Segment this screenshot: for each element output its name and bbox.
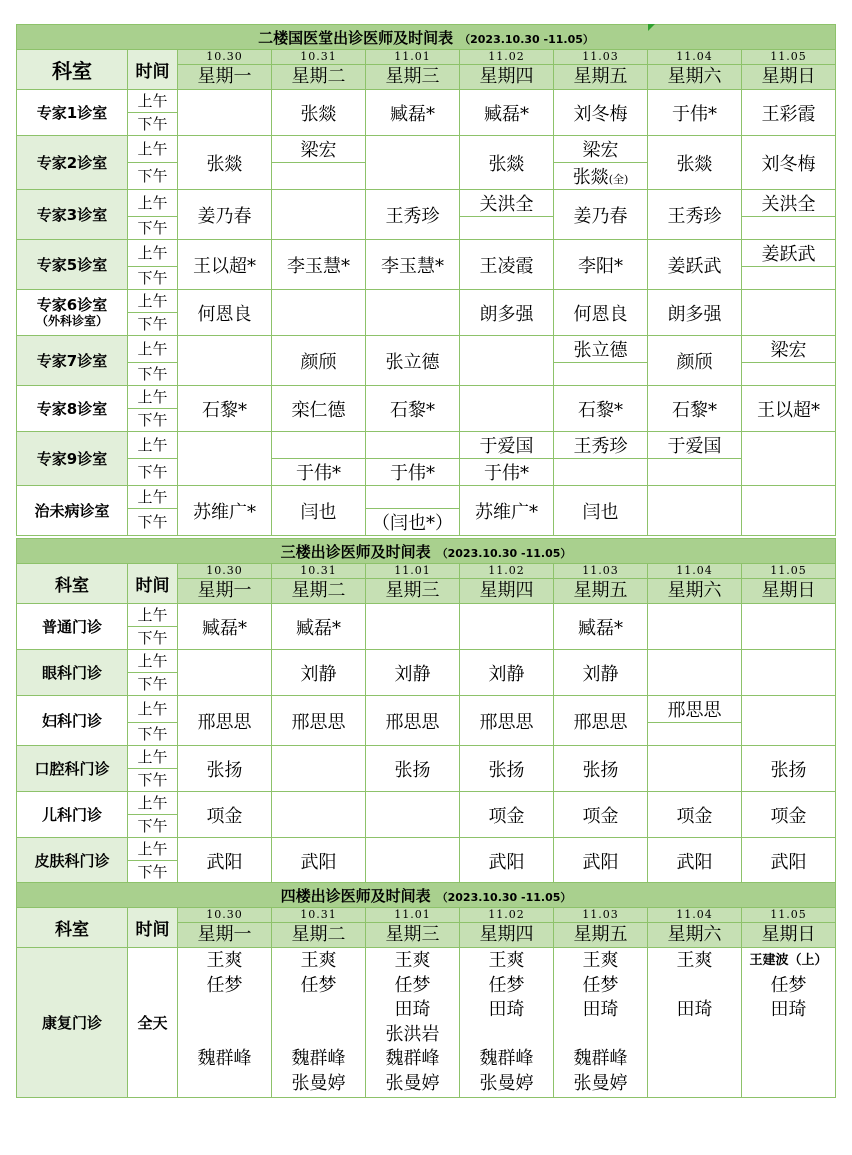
- table-title: 二楼国医堂出诊医师及时间表 （2023.10.30 -11.05）: [17, 25, 836, 50]
- schedule-cell: 李玉慧*: [366, 240, 460, 290]
- schedule-cell: 张扬: [366, 746, 460, 792]
- schedule-cell: 王以超*: [178, 240, 272, 290]
- pm-label: 下午: [128, 769, 178, 792]
- date-cell: 10.31: [272, 50, 366, 65]
- schedule-cell: 石黎*: [648, 386, 742, 432]
- weekday-cell: 星期五: [554, 65, 648, 90]
- staff-name: 田琦: [582, 999, 619, 1020]
- weekday-cell: 星期四: [460, 579, 554, 604]
- schedule-cell: 梁宏: [742, 336, 836, 363]
- schedule-cell: 项金: [178, 792, 272, 838]
- date-cell: 10.30: [178, 50, 272, 65]
- schedule-cell: 刘冬梅: [554, 90, 648, 136]
- staff-name: [742, 1047, 835, 1072]
- am-label: 上午: [128, 290, 178, 313]
- weekday-cell: 星期日: [742, 65, 836, 90]
- pm-label: 下午: [128, 673, 178, 696]
- schedule-cell: 于伟*: [272, 459, 366, 486]
- schedule-cell: [554, 459, 648, 486]
- staff-name: 王爽: [394, 950, 431, 971]
- dept-header: 科室: [17, 50, 128, 90]
- date-cell: 11.05: [742, 564, 836, 579]
- staff-name: [178, 1023, 271, 1048]
- pm-label: 下午: [128, 627, 178, 650]
- third-floor-schedule-table: [16, 538, 836, 884]
- am-label: 上午: [128, 190, 178, 217]
- room-name: 儿科门诊: [17, 792, 128, 838]
- am-label: 上午: [128, 486, 178, 509]
- room-name: 专家1诊室: [17, 90, 128, 136]
- staff-name: [554, 1023, 647, 1048]
- date-cell: 11.03: [554, 908, 648, 923]
- schedule-cell: 于伟*: [366, 459, 460, 486]
- weekday-cell: 星期一: [178, 923, 272, 948]
- room-name: 专家2诊室: [17, 136, 128, 190]
- schedule-cell: 石黎*: [366, 386, 460, 432]
- weekday-cell: 星期四: [460, 65, 554, 90]
- am-label: 上午: [128, 240, 178, 267]
- weekday-cell: 星期一: [178, 579, 272, 604]
- schedule-cell: [460, 604, 554, 650]
- room-name: 皮肤科门诊: [17, 838, 128, 884]
- schedule-cell: [742, 696, 836, 746]
- schedule-cell: 颜颀: [648, 336, 742, 386]
- schedule-cell: 王凌霞: [460, 240, 554, 290]
- schedule-cell: （闫也*）: [366, 509, 460, 536]
- schedule-cell: [742, 650, 836, 696]
- schedule-cell: 臧磊*: [366, 90, 460, 136]
- schedule-cell: [272, 163, 366, 190]
- pm-label: 下午: [128, 313, 178, 336]
- schedule-cell: [366, 432, 460, 459]
- schedule-cell: 闫也: [554, 486, 648, 536]
- am-label: 上午: [128, 746, 178, 769]
- schedule-cell: [648, 650, 742, 696]
- staff-list: [742, 948, 836, 1098]
- time-header: 时间: [128, 50, 178, 90]
- schedule-cell: 何恩良: [554, 290, 648, 336]
- schedule-cell: 刘冬梅: [742, 136, 836, 190]
- room-name: 口腔科门诊: [17, 746, 128, 792]
- schedule-cell: [460, 217, 554, 240]
- weekday-cell: 星期六: [648, 65, 742, 90]
- pm-label: 下午: [128, 459, 178, 486]
- room-name: 眼科门诊: [17, 650, 128, 696]
- schedule-cell: [648, 486, 742, 536]
- staff-name: 任梦: [488, 974, 525, 996]
- schedule-cell: [460, 336, 554, 386]
- room-name: 普通门诊: [17, 604, 128, 650]
- weekday-cell: 星期五: [554, 579, 648, 604]
- staff-name: 任梦: [394, 974, 431, 996]
- weekday-cell: 星期二: [272, 65, 366, 90]
- schedule-cell: 王秀珍: [366, 190, 460, 240]
- schedule-cell: 臧磊*: [554, 604, 648, 650]
- schedule-cell: [272, 746, 366, 792]
- staff-name: [272, 998, 365, 1023]
- staff-name: 王爽: [582, 950, 619, 971]
- weekday-cell: 星期一: [178, 65, 272, 90]
- time-header: 时间: [128, 908, 178, 948]
- schedule-cell: 于伟*: [460, 459, 554, 486]
- staff-list: [272, 948, 366, 1098]
- schedule-cell: 张扬: [460, 746, 554, 792]
- schedule-cell: 关洪全: [460, 190, 554, 217]
- second-floor-schedule-table: [16, 24, 836, 536]
- am-label: 上午: [128, 136, 178, 163]
- schedule-cell: 朗多强: [460, 290, 554, 336]
- am-label: 上午: [128, 696, 178, 723]
- schedule-cell: [272, 290, 366, 336]
- am-label: 上午: [128, 604, 178, 627]
- staff-list: [178, 948, 272, 1098]
- schedule-cell: 邢思思: [554, 696, 648, 746]
- schedule-cell: 王彩霞: [742, 90, 836, 136]
- staff-name: 任梦: [770, 974, 807, 996]
- room-name: 专家9诊室: [17, 432, 128, 486]
- schedule-cell: 武阳: [460, 838, 554, 884]
- staff-name: [742, 1072, 835, 1097]
- weekday-cell: 星期二: [272, 923, 366, 948]
- staff-name: [178, 998, 271, 1023]
- am-label: 上午: [128, 90, 178, 113]
- schedule-cell: [272, 792, 366, 838]
- schedule-cell: 邢思思: [460, 696, 554, 746]
- schedule-cell: [742, 267, 836, 290]
- staff-name: 田琦: [394, 999, 431, 1020]
- weekday-cell: 星期六: [648, 923, 742, 948]
- schedule-cell: 邢思思: [178, 696, 272, 746]
- staff-name: 张曼婷: [291, 1072, 346, 1094]
- schedule-cell: 朗多强: [648, 290, 742, 336]
- staff-name: [648, 1072, 741, 1097]
- schedule-cell: 于爱国: [460, 432, 554, 459]
- schedule-cell: 石黎*: [554, 386, 648, 432]
- schedule-cell: 颜颀: [272, 336, 366, 386]
- schedule-cell: 武阳: [648, 838, 742, 884]
- schedule-cell: 梁宏: [272, 136, 366, 163]
- weekday-cell: 星期日: [742, 579, 836, 604]
- staff-name: 任梦: [300, 974, 337, 996]
- all-day-label: 全天: [128, 948, 178, 1098]
- schedule-cell: 姜乃春: [178, 190, 272, 240]
- staff-name: 张洪岩: [385, 1023, 440, 1045]
- date-cell: 11.01: [366, 908, 460, 923]
- schedule-cell: [366, 838, 460, 884]
- weekday-cell: 星期二: [272, 579, 366, 604]
- staff-name: 张曼婷: [573, 1072, 628, 1094]
- schedule-cell: [366, 604, 460, 650]
- pm-label: 下午: [128, 363, 178, 386]
- schedule-cell: [366, 792, 460, 838]
- date-cell: 11.02: [460, 50, 554, 65]
- schedule-cell: 姜跃武: [648, 240, 742, 290]
- schedule-cell: 臧磊*: [272, 604, 366, 650]
- schedule-cell: 张扬: [554, 746, 648, 792]
- schedule-cell: 项金: [742, 792, 836, 838]
- schedule-cell: 李阳*: [554, 240, 648, 290]
- date-cell: 10.30: [178, 564, 272, 579]
- date-cell: 11.03: [554, 50, 648, 65]
- dept-header: 科室: [17, 564, 128, 604]
- schedule-cell: 项金: [460, 792, 554, 838]
- schedule-cell: 刘静: [366, 650, 460, 696]
- date-cell: 11.04: [648, 50, 742, 65]
- staff-name: 田琦: [676, 999, 713, 1020]
- schedule-cell: 张燚: [648, 136, 742, 190]
- schedule-cell: [272, 190, 366, 240]
- pm-label: 下午: [128, 217, 178, 240]
- staff-name: 魏群峰: [573, 1048, 628, 1069]
- staff-name: 王爽: [206, 950, 243, 971]
- schedule-cell: 栾仁德: [272, 386, 366, 432]
- staff-name: [178, 1072, 271, 1097]
- schedule-cell: 关洪全: [742, 190, 836, 217]
- weekday-cell: 星期四: [460, 923, 554, 948]
- weekday-cell: 星期日: [742, 923, 836, 948]
- schedule-cell: [742, 432, 836, 486]
- date-cell: 11.01: [366, 50, 460, 65]
- staff-name: [272, 1023, 365, 1048]
- staff-name: 张曼婷: [479, 1072, 534, 1094]
- room-name: 专家7诊室: [17, 336, 128, 386]
- schedule-cell: 刘静: [554, 650, 648, 696]
- schedule-cell: 张燚(全): [554, 163, 648, 190]
- pm-label: 下午: [128, 815, 178, 838]
- weekday-cell: 星期三: [366, 923, 460, 948]
- schedule-cell: 张立德: [554, 336, 648, 363]
- schedule-cell: 王以超*: [742, 386, 836, 432]
- date-cell: 11.02: [460, 564, 554, 579]
- room-name: 专家6诊室 （外科诊室）: [17, 290, 128, 336]
- schedule-cell: 张扬: [178, 746, 272, 792]
- schedule-cell: 于爱国: [648, 432, 742, 459]
- weekday-cell: 星期六: [648, 579, 742, 604]
- staff-name: 魏群峰: [197, 1048, 252, 1069]
- pm-label: 下午: [128, 861, 178, 884]
- date-cell: 10.30: [178, 908, 272, 923]
- schedule-cell: 张扬: [742, 746, 836, 792]
- staff-name: 田琦: [770, 999, 807, 1020]
- am-label: 上午: [128, 336, 178, 363]
- table-title: 三楼出诊医师及时间表 （2023.10.30 -11.05）: [17, 539, 836, 564]
- staff-name: 魏群峰: [291, 1048, 346, 1069]
- schedule-cell: 何恩良: [178, 290, 272, 336]
- dept-header: 科室: [17, 908, 128, 948]
- staff-name: 王爽: [488, 950, 525, 971]
- pm-label: 下午: [128, 723, 178, 746]
- room-name: 治未病诊室: [17, 486, 128, 536]
- schedule-cell: 武阳: [742, 838, 836, 884]
- schedule-cell: 闫也: [272, 486, 366, 536]
- schedule-cell: [742, 217, 836, 240]
- schedule-cell: [178, 650, 272, 696]
- date-cell: 11.04: [648, 908, 742, 923]
- weekday-cell: 星期三: [366, 579, 460, 604]
- schedule-cell: [648, 459, 742, 486]
- staff-name: 王爽: [676, 950, 713, 971]
- schedule-cell: 武阳: [178, 838, 272, 884]
- date-cell: 11.05: [742, 908, 836, 923]
- pm-label: 下午: [128, 509, 178, 536]
- staff-list: [460, 948, 554, 1098]
- schedule-cell: 邢思思: [648, 696, 742, 723]
- schedule-cell: 张燚: [272, 90, 366, 136]
- schedule-cell: 刘静: [272, 650, 366, 696]
- schedule-cell: 刘静: [460, 650, 554, 696]
- schedule-cell: [742, 363, 836, 386]
- time-header: 时间: [128, 564, 178, 604]
- pm-label: 下午: [128, 409, 178, 432]
- staff-list: [554, 948, 648, 1098]
- schedule-cell: [742, 486, 836, 536]
- schedule-cell: [648, 723, 742, 746]
- schedule-cell: 王秀珍: [648, 190, 742, 240]
- date-cell: 11.02: [460, 908, 554, 923]
- staff-name: 田琦: [488, 999, 525, 1020]
- date-cell: 10.31: [272, 564, 366, 579]
- staff-name: [648, 1023, 741, 1048]
- schedule-cell: [178, 336, 272, 386]
- schedule-cell: [554, 363, 648, 386]
- am-label: 上午: [128, 792, 178, 815]
- schedule-cell: [366, 486, 460, 509]
- schedule-cell: 臧磊*: [460, 90, 554, 136]
- schedule-cell: [460, 386, 554, 432]
- room-name: 专家3诊室: [17, 190, 128, 240]
- weekday-cell: 星期五: [554, 923, 648, 948]
- staff-name: 魏群峰: [479, 1048, 534, 1069]
- staff-name: 任梦: [582, 974, 619, 996]
- schedule-cell: 姜乃春: [554, 190, 648, 240]
- fourth-floor-schedule-table: [16, 882, 836, 1098]
- am-label: 上午: [128, 838, 178, 861]
- schedule-cell: 王秀珍: [554, 432, 648, 459]
- schedule-cell: [742, 290, 836, 336]
- schedule-cell: [648, 746, 742, 792]
- schedule-cell: 邢思思: [272, 696, 366, 746]
- schedule-cell: 张燚: [460, 136, 554, 190]
- schedule-cell: 武阳: [272, 838, 366, 884]
- schedule-cell: [366, 136, 460, 190]
- schedule-cell: 臧磊*: [178, 604, 272, 650]
- staff-name: 任梦: [206, 974, 243, 996]
- schedule-cell: 张立德: [366, 336, 460, 386]
- date-cell: 11.04: [648, 564, 742, 579]
- schedule-cell: [178, 90, 272, 136]
- am-label: 上午: [128, 650, 178, 673]
- staff-name: 张曼婷: [385, 1072, 440, 1094]
- schedule-cell: 邢思思: [366, 696, 460, 746]
- schedule-cell: [742, 604, 836, 650]
- weekday-cell: 星期三: [366, 65, 460, 90]
- am-label: 上午: [128, 432, 178, 459]
- schedule-cell: 姜跃武: [742, 240, 836, 267]
- room-name: 康复门诊: [17, 948, 128, 1098]
- schedule-cell: 石黎*: [178, 386, 272, 432]
- staff-name: 魏群峰: [385, 1048, 440, 1069]
- pm-label: 下午: [128, 267, 178, 290]
- date-cell: 11.01: [366, 564, 460, 579]
- schedule-cell: 项金: [554, 792, 648, 838]
- schedule-cell: [648, 604, 742, 650]
- staff-name: [742, 1023, 835, 1048]
- schedule-cell: 张燚: [178, 136, 272, 190]
- schedule-cell: [178, 432, 272, 486]
- staff-name: 王建波（上）: [749, 953, 828, 968]
- am-label: 上午: [128, 386, 178, 409]
- room-name: 妇科门诊: [17, 696, 128, 746]
- schedule-cell: [272, 432, 366, 459]
- staff-list: [366, 948, 460, 1098]
- date-cell: 11.03: [554, 564, 648, 579]
- pm-label: 下午: [128, 163, 178, 190]
- schedule-cell: 项金: [648, 792, 742, 838]
- corner-marker-icon: [648, 24, 655, 31]
- date-cell: 11.05: [742, 50, 836, 65]
- schedule-cell: 梁宏: [554, 136, 648, 163]
- staff-name: [460, 1023, 553, 1048]
- staff-name: [648, 974, 741, 999]
- room-name: 专家8诊室: [17, 386, 128, 432]
- staff-list: [648, 948, 742, 1098]
- schedule-cell: 于伟*: [648, 90, 742, 136]
- schedule-cell: 苏维广*: [460, 486, 554, 536]
- schedule-cell: 李玉慧*: [272, 240, 366, 290]
- staff-name: 王爽: [300, 950, 337, 971]
- room-name: 专家5诊室: [17, 240, 128, 290]
- pm-label: 下午: [128, 113, 178, 136]
- schedule-cell: 武阳: [554, 838, 648, 884]
- table-title: 四楼出诊医师及时间表 （2023.10.30 -11.05）: [17, 883, 836, 908]
- date-cell: 10.31: [272, 908, 366, 923]
- schedule-cell: 苏维广*: [178, 486, 272, 536]
- schedule-cell: [366, 290, 460, 336]
- staff-name: [648, 1047, 741, 1072]
